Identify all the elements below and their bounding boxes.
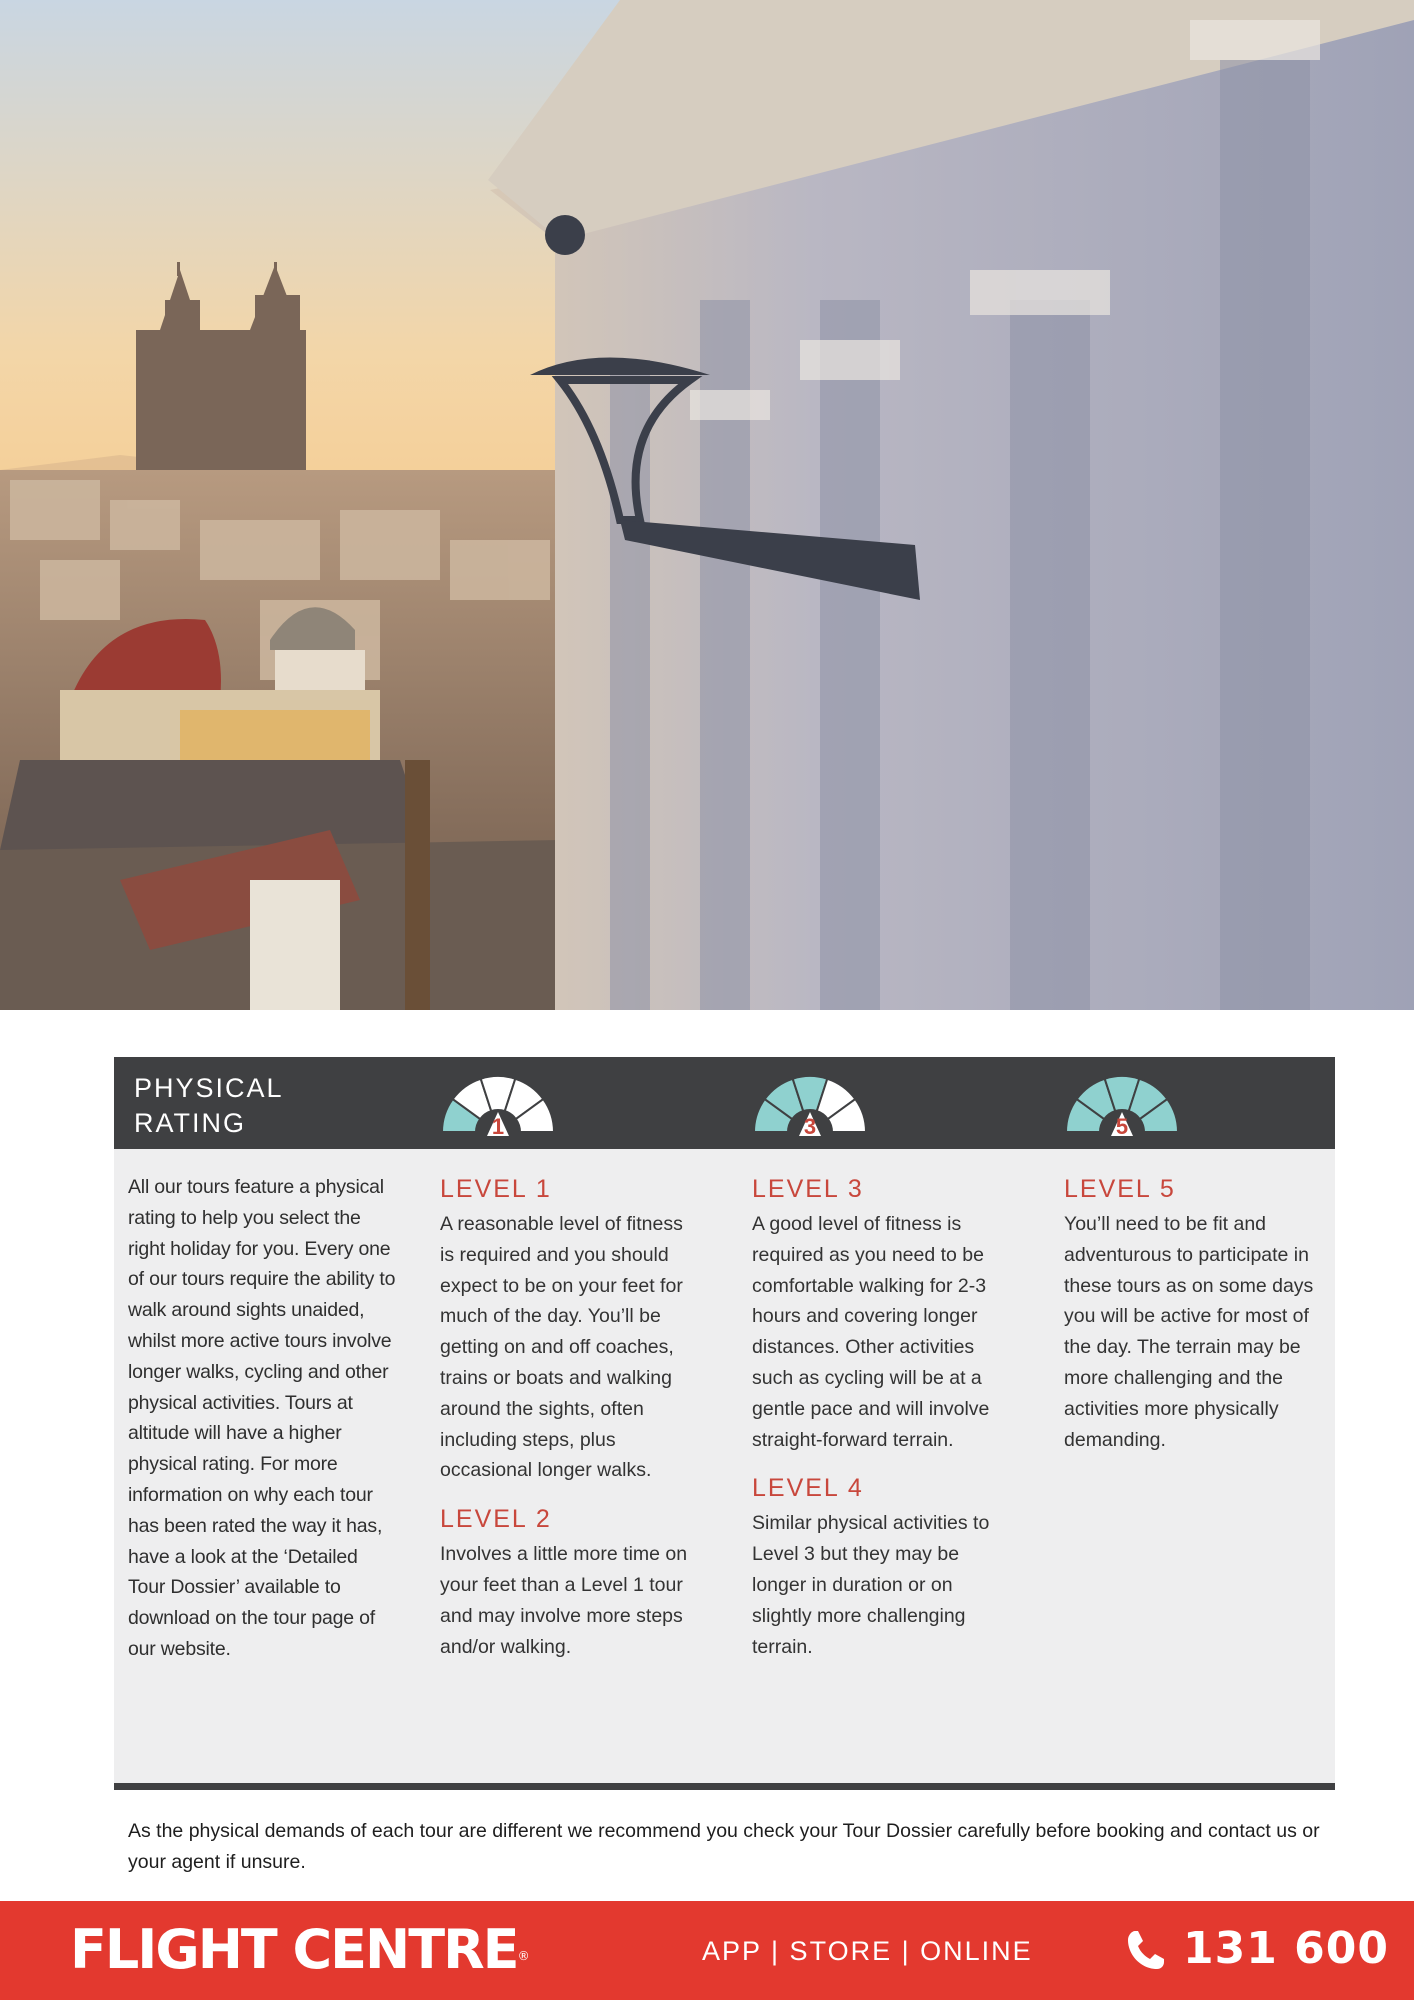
rating-intro-text: All our tours feature a physical rating to help you select the right holiday for you. Every one of our tours require the ability to walk around sights unaided, whilst more active tours involve longer walks, cycling and other physical activities. Tours at altitude will have a higher physical rating. For more information on why each tour has been rated the way it has, have a look at the ‘Detailed Tour Dossier’ available to download on the tour page of our website. [128, 1176, 396, 1660]
level-2-block [440, 1502, 700, 1662]
level-3-text: A good level of fitness is required as you need to be comfortable walking for 2-3 hours and covering longer distances. Other activities such as cycling will be at a gentle pace and will involve straight-forward terrain. [752, 1213, 990, 1451]
level-4-block [752, 1471, 1012, 1662]
rating-column-3 [1064, 1172, 1324, 1455]
brand-logo[interactable] [70, 1919, 530, 1981]
footer-bar [0, 1901, 1414, 2000]
level-4-heading: LEVEL 4 [752, 1474, 864, 1503]
gauge-number: 1 [491, 1114, 505, 1136]
booking-note: As the physical demands of each tour are different we recommend you check your Tour Dossier carefully before booking and contact us or your agent if unsure. [128, 1820, 1320, 1873]
level-1-heading: LEVEL 1 [440, 1175, 552, 1203]
level-2-heading: LEVEL 2 [440, 1505, 552, 1534]
level-1-block [440, 1172, 700, 1486]
gauge-level-3-icon [752, 1074, 868, 1136]
gauge-level-1-icon [440, 1074, 556, 1136]
level-5-heading: LEVEL 5 [1064, 1175, 1176, 1203]
gauge-number: 3 [803, 1114, 817, 1136]
level-5-text: You’ll need to be fit and adventurous to participate in these tours as on some days you will be active for most of the day. The terrain may be more challenging and the activities more physically demanding. [1064, 1213, 1314, 1451]
panel-title-line2: RATING [134, 1108, 246, 1138]
brand-name: FLIGHT CENTRE [70, 1918, 518, 1981]
registered-mark: ® [517, 1949, 530, 1963]
rating-column-2 [752, 1172, 1012, 1662]
level-3-block [752, 1172, 1012, 1455]
rating-column-1 [440, 1172, 700, 1662]
physical-rating-panel [114, 1057, 1335, 1790]
panel-header [114, 1057, 1335, 1149]
level-3-heading: LEVEL 3 [752, 1175, 864, 1203]
panel-title [134, 1071, 284, 1141]
panel-bottom-rule [114, 1783, 1335, 1790]
phone-icon [1126, 1929, 1166, 1971]
panel-title-line1: PHYSICAL [134, 1073, 284, 1103]
gauge-level-5-icon [1064, 1074, 1180, 1136]
gauge-number: 5 [1115, 1114, 1129, 1136]
level-1-text: A reasonable level of fitness is required and you should expect to be on your feet for much of the day. You’ll be getting on and off coaches, trains or boats and walking around the sights, often including steps, plus occasional longer walks. [440, 1213, 683, 1482]
level-2-text: Involves a little more time on your feet than a Level 1 tour and may involve more steps and/or walking. [440, 1543, 688, 1658]
level-5-block [1064, 1172, 1324, 1455]
phone-number[interactable]: 131 600 [1183, 1923, 1390, 1974]
level-4-text: Similar physical activities to Level 3 but they may be longer in duration or on slightly more challenging terrain. [752, 1512, 990, 1658]
channels-text[interactable]: APP | STORE | ONLINE [702, 1936, 1033, 1966]
